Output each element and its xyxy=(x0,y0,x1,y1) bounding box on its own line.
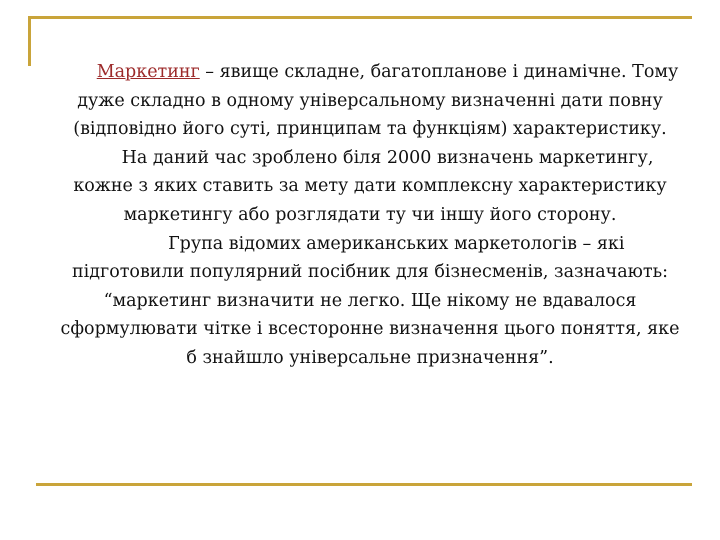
frame-top-line xyxy=(28,16,692,19)
paragraph-1 xyxy=(60,58,680,144)
slide-body-text xyxy=(60,58,680,373)
term-link-marketing[interactable]: Маркетинг xyxy=(96,62,200,82)
paragraph-2-text: На даний час зроблено біля 2000 визначень маркетингу, кожне з яких ставить за мету дати комплексну характеристику маркетингу або розглядати ту чи іншу його сторону. xyxy=(73,147,667,225)
frame-left-line xyxy=(28,16,31,66)
paragraph-1-text: – явище складне, багатопланове і динамічне. Тому дуже складно в одному універсальному визначенні дати повну (відповідно його суті, принципам та функціям) характеристику. xyxy=(73,62,679,140)
paragraph-3-text: Група відомих американських маркетологів – які підготовили популярний посібник для бізнесменів, зазначають: “маркетинг визначити не легко. Ще нікому не вдавалося сформулювати чітке і всесторонне визначення цього поняття, яке б знайшло універсальне призначення”. xyxy=(60,233,680,368)
paragraph-3 xyxy=(60,230,680,373)
paragraph-2 xyxy=(60,144,680,230)
frame-bottom-line xyxy=(36,483,692,486)
